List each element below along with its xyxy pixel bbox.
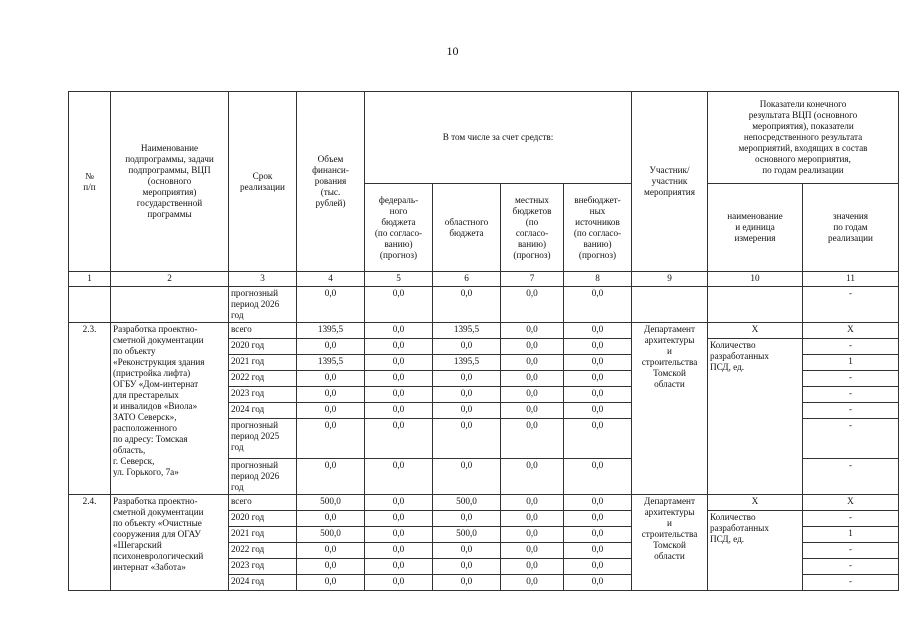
header-including: В том числе за счет средств: <box>365 92 632 184</box>
row-value: 0,0 <box>433 459 501 495</box>
row-value: 500,0 <box>433 495 501 511</box>
row-participant: Департамент архитектуры и строительства Томской области <box>632 495 708 591</box>
row-value: 0,0 <box>365 371 433 387</box>
row-indicator-value: - <box>803 459 899 495</box>
row-value: 0,0 <box>297 575 365 591</box>
row-value: 0,0 <box>297 511 365 527</box>
row-value: 1395,5 <box>297 355 365 371</box>
row-value: 500,0 <box>297 495 365 511</box>
row-value: 0,0 <box>501 403 564 419</box>
header-term: Срок реализации <box>229 92 297 272</box>
row-value: 0,0 <box>433 287 501 323</box>
row-value: 0,0 <box>564 287 632 323</box>
row-value: 0,0 <box>564 459 632 495</box>
row-value: 1395,5 <box>433 355 501 371</box>
row-term: прогнозный период 2026 год <box>229 459 297 495</box>
column-numbers-row <box>69 272 899 287</box>
row-indicator-value: - <box>803 387 899 403</box>
row-value: 0,0 <box>564 543 632 559</box>
column-number: 4 <box>297 272 365 287</box>
row-value: 0,0 <box>501 323 564 339</box>
row-term: 2020 год <box>229 511 297 527</box>
row-term: 2021 год <box>229 527 297 543</box>
row-value: 0,0 <box>564 403 632 419</box>
row-value: 0,0 <box>433 575 501 591</box>
page-number: 10 <box>446 44 459 58</box>
row-indicator-value: Х <box>803 495 899 511</box>
row-indicator-value: 1 <box>803 355 899 371</box>
row-value: 0,0 <box>564 323 632 339</box>
row-value: 0,0 <box>365 495 433 511</box>
row-indicator-name: Количество разработанных ПСД, ед. <box>708 511 803 591</box>
header-local: местных бюджетов (по согласо- ванию) (прогноз) <box>501 184 564 272</box>
program-table <box>68 91 899 591</box>
row-term: прогнозный период 2025 год <box>229 419 297 459</box>
column-number: 8 <box>564 272 632 287</box>
column-number: 10 <box>708 272 803 287</box>
header-indicators: Показатели конечного результата ВЦП (основного мероприятия), показатели непосредственного результата мероприятий, входящих в состав основного мероприятия, по годам реализации <box>708 92 899 184</box>
row-value: 0,0 <box>365 543 433 559</box>
row-value: 0,0 <box>433 371 501 387</box>
row-indicator-name: Количество разработанных ПСД, ед. <box>708 339 803 495</box>
table-row <box>69 495 899 511</box>
row-indicator-value: - <box>803 511 899 527</box>
row-value: 0,0 <box>365 559 433 575</box>
row-value: 0,0 <box>365 419 433 459</box>
row-participant: Департамент архитектуры и строительства Томской области <box>632 323 708 495</box>
header-regional: областного бюджета <box>433 184 501 272</box>
row-value: 0,0 <box>297 419 365 459</box>
row-name: Разработка проектно- сметной документации по объекту «Реконструкция здания (пристройка лифта) ОГБУ «Дом-интернат для престарелых и инвалидов «Виола» ЗАТО Северск», расположенного по адресу: Томская область, г. Северск, ул. Горького, 7а» <box>111 323 229 495</box>
row-value: 0,0 <box>501 543 564 559</box>
row-indicator-value: - <box>803 559 899 575</box>
row-value: 0,0 <box>501 459 564 495</box>
row-number <box>69 287 111 323</box>
column-number: 6 <box>433 272 501 287</box>
row-value: 0,0 <box>433 419 501 459</box>
row-indicator-value: - <box>803 575 899 591</box>
header-indicator-value: значения по годам реализации <box>803 184 899 272</box>
row-value: 0,0 <box>433 387 501 403</box>
header-extrabudget: внебюджет- ных источников (по согласо- ванию) (прогноз) <box>564 184 632 272</box>
row-term: всего <box>229 495 297 511</box>
column-number: 11 <box>803 272 899 287</box>
row-number: 2.3. <box>69 323 111 495</box>
row-term: 2022 год <box>229 543 297 559</box>
row-term: 2022 год <box>229 371 297 387</box>
row-term: всего <box>229 323 297 339</box>
row-value: 0,0 <box>501 575 564 591</box>
row-value: 0,0 <box>297 543 365 559</box>
row-value: 0,0 <box>365 387 433 403</box>
row-value: 0,0 <box>433 403 501 419</box>
row-value: 0,0 <box>297 403 365 419</box>
row-value: 0,0 <box>365 323 433 339</box>
header-name: Наименование подпрограммы, задачи подпрограммы, ВЦП (основного мероприятия) государственной программы <box>111 92 229 272</box>
row-value: 0,0 <box>297 339 365 355</box>
row-value: 0,0 <box>365 459 433 495</box>
row-value: 500,0 <box>433 527 501 543</box>
row-name: Разработка проектно- сметной документации по объекту «Очистные сооружения для ОГАУ «Шегарский психоневрологический интернат «Забота» <box>111 495 229 591</box>
row-value: 0,0 <box>297 559 365 575</box>
row-value: 0,0 <box>365 527 433 543</box>
row-value: 0,0 <box>365 355 433 371</box>
row-number: 2.4. <box>69 495 111 591</box>
row-value: 0,0 <box>564 339 632 355</box>
column-number: 7 <box>501 272 564 287</box>
row-value: 0,0 <box>564 559 632 575</box>
row-value: 0,0 <box>564 511 632 527</box>
row-term: 2020 год <box>229 339 297 355</box>
row-value: 0,0 <box>564 387 632 403</box>
row-indicator-value: - <box>803 419 899 459</box>
row-value: 0,0 <box>365 511 433 527</box>
row-term: 2024 год <box>229 403 297 419</box>
row-value: 0,0 <box>365 575 433 591</box>
row-value: 0,0 <box>501 371 564 387</box>
row-indicator-value: 1 <box>803 527 899 543</box>
header-federal: федераль- ного бюджета (по согласо- ванию) (прогноз) <box>365 184 433 272</box>
column-number: 5 <box>365 272 433 287</box>
row-value: 0,0 <box>501 419 564 459</box>
row-value: 0,0 <box>433 559 501 575</box>
row-indicator-value: - <box>803 543 899 559</box>
row-indicator-name: Х <box>708 495 803 511</box>
row-value: 0,0 <box>564 575 632 591</box>
row-value: 0,0 <box>297 371 365 387</box>
row-term: 2023 год <box>229 387 297 403</box>
row-term: прогнозный период 2026 год <box>229 287 297 323</box>
row-term: 2021 год <box>229 355 297 371</box>
row-indicator-name: Х <box>708 323 803 339</box>
row-value: 0,0 <box>564 355 632 371</box>
row-value: 0,0 <box>501 527 564 543</box>
row-term: 2023 год <box>229 559 297 575</box>
row-indicator-name <box>708 287 803 323</box>
row-value: 0,0 <box>365 403 433 419</box>
row-value: 0,0 <box>564 495 632 511</box>
row-value: 0,0 <box>564 527 632 543</box>
header-number: № п/п <box>69 92 111 272</box>
table-row <box>69 287 899 323</box>
row-value: 0,0 <box>433 339 501 355</box>
header-participant: Участник/ участник мероприятия <box>632 92 708 272</box>
column-number: 2 <box>111 272 229 287</box>
header-indicator-name: наименование и единица измерения <box>708 184 803 272</box>
column-number: 1 <box>69 272 111 287</box>
row-value: 0,0 <box>297 387 365 403</box>
row-indicator-value: - <box>803 287 899 323</box>
column-number: 9 <box>632 272 708 287</box>
row-value: 0,0 <box>501 355 564 371</box>
row-value: 0,0 <box>433 511 501 527</box>
row-value: 0,0 <box>297 287 365 323</box>
column-number: 3 <box>229 272 297 287</box>
header-volume: Объем финанси- рования (тыс. рублей) <box>297 92 365 272</box>
row-value: 0,0 <box>501 339 564 355</box>
row-indicator-value: Х <box>803 323 899 339</box>
row-value: 0,0 <box>297 459 365 495</box>
row-value: 0,0 <box>501 559 564 575</box>
row-indicator-value: - <box>803 371 899 387</box>
row-value: 0,0 <box>564 419 632 459</box>
row-value: 500,0 <box>297 527 365 543</box>
row-indicator-value: - <box>803 339 899 355</box>
row-value: 0,0 <box>501 511 564 527</box>
row-participant <box>632 287 708 323</box>
row-value: 0,0 <box>501 387 564 403</box>
row-indicator-value: - <box>803 403 899 419</box>
row-name <box>111 287 229 323</box>
row-value: 0,0 <box>564 371 632 387</box>
row-term: 2024 год <box>229 575 297 591</box>
row-value: 0,0 <box>501 495 564 511</box>
row-value: 0,0 <box>501 287 564 323</box>
row-value: 0,0 <box>365 287 433 323</box>
table-row <box>69 323 899 339</box>
row-value: 0,0 <box>433 543 501 559</box>
row-value: 1395,5 <box>433 323 501 339</box>
row-value: 0,0 <box>365 339 433 355</box>
row-value: 1395,5 <box>297 323 365 339</box>
